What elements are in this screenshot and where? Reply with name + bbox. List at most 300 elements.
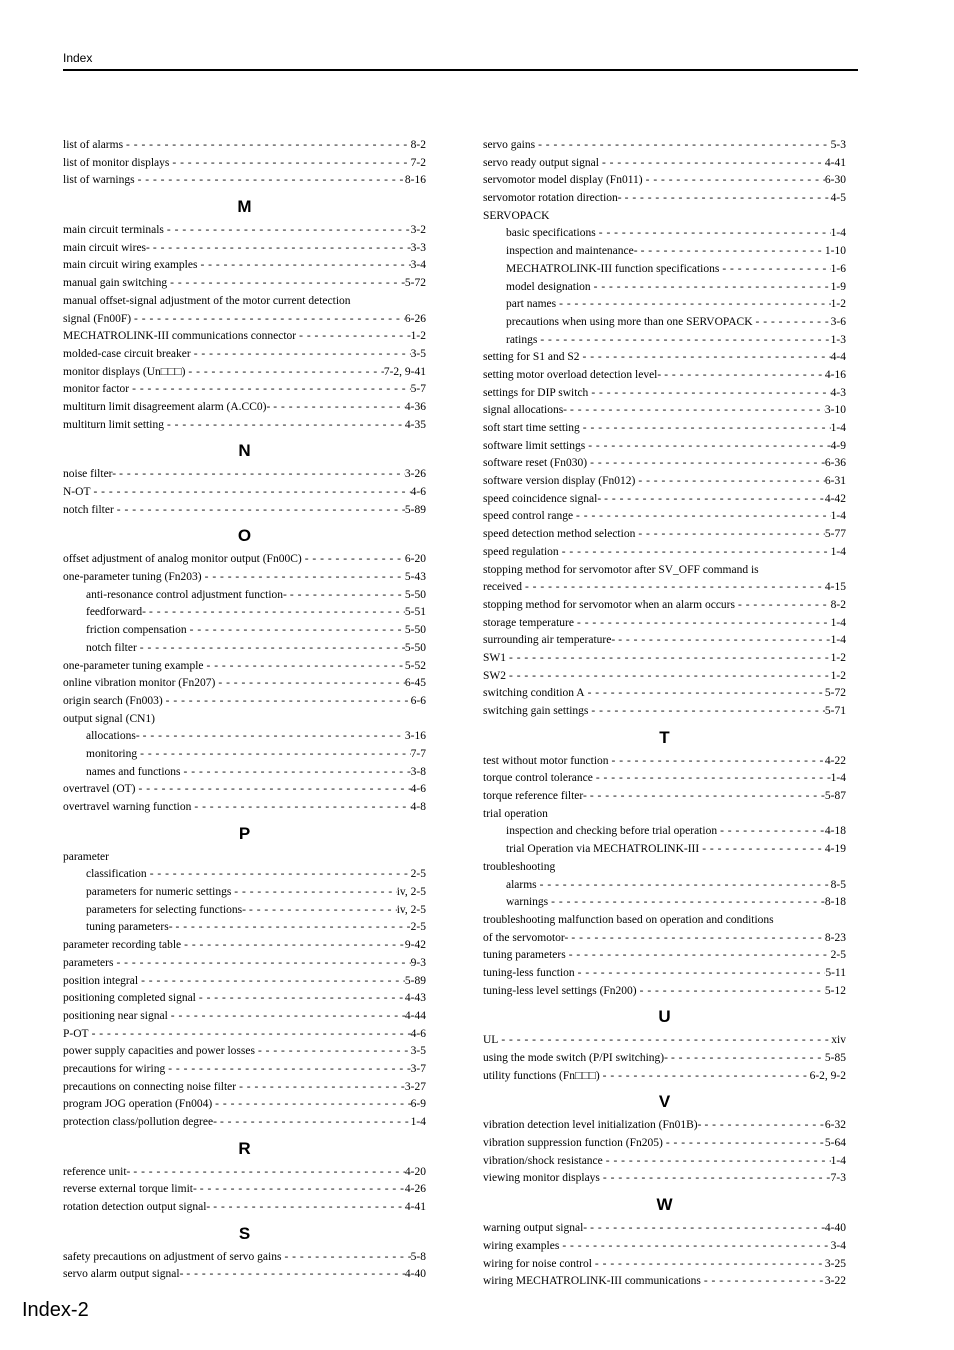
entry-page-ref: 5-77 [824, 528, 846, 541]
index-subentry [483, 841, 846, 859]
dot-leader [146, 604, 405, 622]
index-entry [483, 1135, 846, 1153]
entry-page-ref: 4-15 [824, 581, 846, 594]
entry-page-ref: 5-43 [404, 571, 426, 584]
entry-term: parameters for selecting functions- [86, 903, 246, 916]
index-entry [63, 1061, 426, 1079]
entry-term: speed coincidence signal- [483, 492, 602, 505]
index-entry [63, 381, 426, 399]
index-subentry [63, 746, 426, 764]
dot-leader [579, 349, 830, 367]
entry-term: list of alarms [63, 139, 124, 151]
index-entry [483, 137, 846, 155]
index-entry [483, 1117, 846, 1135]
entry-term: tuning-less level settings (Fn200) [483, 984, 637, 997]
entry-term: notch filter [63, 503, 114, 516]
entry-page-ref: 5-85 [824, 1052, 846, 1064]
entry-page-ref: 6-32 [824, 1119, 846, 1132]
index-entry [63, 1181, 426, 1199]
dot-leader [173, 919, 411, 937]
entry-page-ref: 5-50 [404, 588, 426, 601]
entry-term: speed control range [483, 510, 574, 523]
dot-leader [123, 137, 411, 155]
index-entry [483, 349, 846, 367]
dot-leader [580, 420, 831, 438]
entry-term: power supply capacities and power losses [63, 1045, 255, 1058]
entry-term: molded-case circuit breaker [63, 347, 191, 360]
entry-page-ref: 1-9 [830, 280, 846, 293]
dot-leader [191, 346, 411, 364]
entry-term: parameters for numeric settings [86, 886, 232, 899]
dot-leader [212, 1096, 411, 1114]
index-entry [483, 1170, 846, 1188]
dot-leader [591, 279, 831, 297]
entry-page-ref: 4-41 [824, 156, 846, 169]
entry-term: protection class/pollution degree- [63, 1116, 217, 1128]
dot-leader [701, 1273, 825, 1291]
entry-term: rotation detection output signal- [63, 1201, 211, 1214]
dot-leader [622, 190, 831, 208]
index-entry [63, 328, 426, 346]
dot-leader [181, 764, 411, 782]
entry-term: signal (Fn00F) [63, 312, 132, 325]
dot-leader [568, 930, 825, 948]
entry-term: test without motor function [483, 754, 609, 767]
dot-leader [635, 526, 825, 544]
entry-page-ref: 5-72 [404, 277, 426, 290]
index-entry [483, 367, 846, 385]
entry-term: warnings [506, 896, 549, 909]
entry-page-ref: 4-18 [824, 825, 846, 838]
entry-term: warning output signal- [483, 1222, 588, 1235]
entry-term: positioning near signal [63, 1009, 168, 1022]
entry-page-ref: 4-3 [830, 386, 846, 399]
index-entry [63, 551, 426, 569]
entry-page-ref: 1-10 [824, 245, 846, 258]
entry-page-ref: 4-41 [404, 1201, 426, 1214]
entry-page-ref: 4-26 [404, 1183, 426, 1196]
entry-page-ref: 1-3 [830, 333, 846, 346]
entry-term: parameter recording table [63, 939, 182, 952]
dot-leader [559, 1238, 830, 1256]
entry-term: using the mode switch (P/PI switching)- [483, 1052, 668, 1064]
index-entry [483, 615, 846, 633]
dot-leader [116, 466, 405, 484]
index-subentry [483, 314, 846, 332]
entry-page-ref: 5-89 [404, 503, 426, 516]
index-entry [63, 364, 426, 382]
entry-page-ref: 3-10 [824, 404, 846, 417]
entry-term: soft start time setting [483, 422, 580, 434]
index-entry [483, 770, 846, 788]
entry-term: position integral [63, 974, 139, 987]
index-entry [63, 417, 426, 435]
dot-leader [661, 367, 825, 385]
section-letter: M [237, 197, 252, 217]
index-entry [483, 455, 846, 473]
index-heading: output signal (CN1) [63, 712, 155, 725]
index-entry [483, 402, 846, 420]
index-entry [63, 693, 426, 711]
entry-term: software version display (Fn012) [483, 475, 636, 488]
entry-term: setting motor overload detection level- [483, 368, 662, 381]
index-entry [63, 1199, 426, 1217]
index-column-right [483, 137, 846, 1291]
index-entry [63, 1266, 426, 1284]
index-entry [63, 781, 426, 799]
entry-page-ref: 9-3 [410, 956, 426, 969]
dot-leader [90, 484, 410, 502]
index-entry [483, 668, 846, 686]
section-letter: O [237, 526, 252, 546]
index-entry [483, 1256, 846, 1274]
entry-page-ref: 7-7 [410, 747, 426, 760]
entry-page-ref: 6-20 [404, 553, 426, 566]
dot-leader [522, 579, 825, 597]
index-heading: SERVOPACK [483, 209, 550, 222]
entry-term: SW2 [483, 669, 506, 682]
entry-page-ref: 5-51 [404, 606, 426, 619]
dot-leader [735, 597, 831, 615]
dot-leader [165, 1061, 410, 1079]
entry-term: inspection and checking before trial operation [506, 825, 718, 838]
dot-leader [164, 417, 405, 435]
index-heading: stopping method for servomotor after SV_OFF command is [483, 563, 759, 576]
dot-leader [187, 622, 405, 640]
index-entry [63, 311, 426, 329]
index-entry [63, 155, 426, 173]
entry-term: multiturn limit setting [63, 418, 164, 431]
index-entry [63, 502, 426, 520]
dot-leader [129, 381, 411, 399]
dot-leader [753, 314, 831, 332]
index-entry [483, 947, 846, 965]
index-entry [483, 473, 846, 491]
dot-leader [197, 1181, 405, 1199]
entry-term: servo alarm output signal- [63, 1268, 184, 1281]
dot-leader [585, 438, 830, 456]
entry-page-ref: 4-8 [410, 801, 426, 813]
entry-term: precautions when using more than one SERVOPACK [506, 315, 753, 328]
dot-leader [719, 261, 830, 279]
entry-term: monitoring [86, 747, 138, 760]
entry-page-ref: 8-5 [830, 878, 846, 891]
entry-page-ref: 6-36 [824, 457, 846, 470]
running-header: Index [63, 51, 93, 65]
dot-leader [587, 455, 825, 473]
dot-leader [150, 240, 411, 258]
entry-term: origin search (Fn003) [63, 694, 163, 707]
entry-page-ref: 6-9 [410, 1098, 426, 1111]
entry-term: stopping method for servomotor when an alarm occurs [483, 598, 735, 611]
entry-term: tuning parameters [483, 949, 566, 962]
entry-term: notch filter [86, 641, 137, 654]
entry-term: friction compensation [86, 624, 187, 637]
index-heading: parameter [63, 850, 109, 863]
index-heading: manual offset-signal adjustment of the motor current detection [63, 294, 351, 307]
entry-page-ref: 4-19 [824, 843, 846, 856]
index-entry [483, 544, 846, 562]
entry-page-ref: 8-23 [824, 931, 846, 944]
entry-term: software reset (Fn030) [483, 457, 588, 470]
dot-leader [196, 990, 405, 1008]
dot-leader [603, 1153, 831, 1171]
entry-page-ref: 6-6 [410, 694, 426, 707]
index-entry [483, 788, 846, 806]
index-entry [63, 1164, 426, 1182]
dot-leader [506, 668, 831, 686]
entry-term: wiring for noise control [483, 1257, 592, 1270]
entry-term: setting for S1 and S2 [483, 351, 580, 364]
dot-leader [215, 675, 405, 693]
entry-term: servomotor model display (Fn011) [483, 174, 643, 187]
dot-leader [537, 332, 830, 350]
section-letter: P [238, 823, 251, 843]
entry-term: signal allocations- [483, 404, 567, 417]
entry-term: offset adjustment of analog monitor output (Fn00C) [63, 553, 302, 566]
index-entry [63, 973, 426, 991]
entry-page-ref: 1-2 [830, 651, 846, 664]
entry-term: UL [483, 1034, 499, 1047]
entry-page-ref: 4-42 [824, 492, 846, 505]
entry-term: alarms [506, 878, 537, 891]
entry-term: servo gains [483, 139, 536, 151]
index-subentry [63, 866, 426, 884]
index-entry [63, 569, 426, 587]
entry-page-ref: 3-4 [830, 1239, 846, 1252]
index-subentry [63, 884, 426, 902]
entry-page-ref: xiv [831, 1034, 846, 1047]
dot-leader [164, 222, 411, 240]
entry-page-ref: 4-43 [404, 992, 426, 1005]
index-subentry [63, 902, 426, 920]
index-entry [483, 685, 846, 703]
entry-page-ref: 4-4 [830, 351, 846, 364]
entry-page-ref: 5-64 [824, 1137, 846, 1150]
dot-leader [210, 1199, 405, 1217]
dot-leader [574, 615, 831, 633]
entry-term: main circuit wires- [63, 241, 150, 254]
entry-term: overtravel warning function [63, 801, 192, 813]
dot-leader [135, 172, 405, 190]
entry-page-ref: 3-6 [830, 315, 846, 328]
entry-page-ref: 6-26 [404, 312, 426, 325]
entry-page-ref: 5-50 [404, 624, 426, 637]
index-entry [483, 983, 846, 1001]
entry-page-ref: 5-50 [404, 641, 426, 654]
index-heading: troubleshooting malfunction based on operation and conditions [483, 913, 774, 926]
dot-leader [255, 1043, 411, 1061]
entry-term: names and functions [86, 765, 181, 778]
dot-leader [537, 877, 831, 895]
dot-leader [588, 703, 824, 721]
dot-leader [236, 1079, 405, 1097]
entry-page-ref: 8-16 [404, 174, 426, 187]
entry-page-ref: 7-3 [830, 1172, 846, 1185]
index-heading: trial operation [483, 807, 548, 820]
entry-page-ref: 2-5 [830, 949, 846, 962]
entry-page-ref: 6-31 [824, 475, 846, 488]
dot-leader [596, 225, 831, 243]
dot-leader [506, 650, 831, 668]
dot-leader [699, 841, 825, 859]
index-entry [483, 491, 846, 509]
index-subentry [63, 919, 426, 937]
index-entry [483, 1238, 846, 1256]
dot-leader [498, 1032, 831, 1050]
entry-term: basic specifications [506, 227, 596, 240]
dot-leader [137, 640, 405, 658]
entry-page-ref: 1-4 [830, 772, 846, 785]
index-entry [483, 579, 846, 597]
index-subentry [63, 622, 426, 640]
entry-term: reference unit- [63, 1165, 131, 1178]
entry-page-ref: 7-2 [410, 156, 426, 169]
index-entry [483, 1153, 846, 1171]
entry-page-ref: 3-3 [410, 241, 426, 254]
entry-page-ref: 3-22 [824, 1275, 846, 1288]
dot-leader [567, 402, 825, 420]
entry-term: program JOG operation (Fn004) [63, 1098, 213, 1111]
entry-term: viewing monitor displays [483, 1172, 600, 1185]
dot-leader [147, 866, 411, 884]
entry-term: main circuit terminals [63, 224, 164, 237]
entry-term: tuning-less function [483, 966, 575, 979]
entry-term: software limit settings [483, 439, 586, 452]
dot-leader [302, 551, 405, 569]
index-column-left [63, 137, 426, 1284]
entry-term: speed regulation [483, 545, 559, 558]
dot-leader [281, 1249, 410, 1267]
dot-leader [535, 137, 831, 155]
index-entry [63, 937, 426, 955]
entry-term: main circuit wiring examples [63, 259, 198, 272]
entry-page-ref: 3-4 [410, 259, 426, 272]
entry-page-ref: 3-5 [410, 1045, 426, 1058]
index-heading: troubleshooting [483, 860, 556, 873]
entry-page-ref: iv, 2-5 [396, 903, 426, 916]
index-subentry [63, 640, 426, 658]
dot-leader [231, 884, 396, 902]
index-entry [63, 955, 426, 973]
entry-term: received [483, 581, 522, 594]
index-entry [63, 240, 426, 258]
entry-term: trial Operation via MECHATROLINK-III [506, 843, 700, 856]
index-entry [483, 703, 846, 721]
entry-term: list of monitor displays [63, 156, 170, 169]
entry-term: torque reference filter- [483, 790, 587, 803]
entry-term: model designation [506, 280, 591, 293]
dot-leader [600, 1068, 810, 1086]
entry-page-ref: 6-45 [404, 677, 426, 690]
index-subentry [63, 604, 426, 622]
index-entry [63, 172, 426, 190]
entry-term: reverse external torque limit- [63, 1183, 197, 1196]
entry-term: manual gain switching [63, 277, 168, 290]
entry-page-ref: 3-25 [824, 1257, 846, 1270]
dot-leader [643, 172, 825, 190]
entry-term: positioning completed signal [63, 992, 196, 1005]
entry-page-ref: 2-5 [410, 868, 426, 881]
index-entry [483, 508, 846, 526]
entry-term: servo ready output signal [483, 156, 599, 169]
entry-term: of the servomotor- [483, 931, 569, 944]
index-subentry [483, 279, 846, 297]
entry-term: MECHATROLINK-III communications connector [63, 330, 297, 343]
entry-term: MECHATROLINK-III function specifications [506, 262, 720, 275]
entry-term: part names [506, 298, 557, 311]
index-entry [63, 1079, 426, 1097]
index-entry [63, 399, 426, 417]
entry-page-ref: 1-2 [410, 330, 426, 343]
section-letter: V [658, 1092, 671, 1112]
entry-term: feedforward- [86, 606, 147, 619]
index-entry [483, 930, 846, 948]
index-entry [483, 650, 846, 668]
dot-leader [717, 823, 825, 841]
entry-term: anti-resonance control adjustment function- [86, 588, 287, 601]
index-entry [483, 1068, 846, 1086]
dot-leader [637, 983, 825, 1001]
dot-leader [246, 902, 397, 920]
entry-term: vibration/shock resistance [483, 1154, 603, 1167]
dot-leader [559, 544, 831, 562]
dot-leader [191, 799, 410, 817]
dot-leader [609, 753, 825, 771]
dot-leader [548, 894, 825, 912]
index-entry [63, 275, 426, 293]
dot-leader [163, 693, 411, 711]
dot-leader [181, 937, 405, 955]
index-subentry [483, 261, 846, 279]
dot-leader [701, 1117, 824, 1135]
dot-leader [601, 491, 825, 509]
entry-page-ref: 4-9 [830, 439, 846, 452]
dot-leader [114, 502, 405, 520]
entry-term: parameters [63, 956, 114, 969]
entry-page-ref: 4-6 [410, 486, 426, 498]
dot-leader [130, 1164, 405, 1182]
section-letter: S [238, 1223, 251, 1243]
entry-term: servomotor rotation direction- [483, 192, 622, 205]
entry-page-ref: 8-2 [830, 598, 846, 611]
entry-page-ref: 5-72 [824, 687, 846, 700]
entry-page-ref: 4-22 [824, 754, 846, 767]
index-entry [483, 1273, 846, 1291]
index-entry [483, 172, 846, 190]
dot-leader [113, 955, 410, 973]
entry-term: surrounding air temperature- [483, 634, 616, 647]
entry-page-ref: 6-2, 9-2 [809, 1069, 846, 1082]
entry-page-ref: 4-5 [830, 192, 846, 205]
index-entry [63, 1096, 426, 1114]
dot-leader [587, 788, 825, 806]
dot-leader [556, 296, 831, 314]
entry-page-ref: 4-6 [410, 1027, 426, 1040]
section-letter: R [238, 1138, 251, 1158]
dot-leader [138, 973, 405, 991]
dot-leader [566, 947, 831, 965]
index-entry [483, 1032, 846, 1050]
entry-page-ref: 5-87 [824, 790, 846, 803]
entry-page-ref: 3-7 [410, 1062, 426, 1075]
entry-page-ref: 5-8 [410, 1250, 426, 1263]
entry-page-ref: 9-42 [404, 939, 426, 952]
entry-page-ref: 1-4 [830, 227, 846, 240]
index-subentry [63, 587, 426, 605]
entry-term: switching condition A [483, 687, 585, 700]
index-entry [483, 597, 846, 615]
